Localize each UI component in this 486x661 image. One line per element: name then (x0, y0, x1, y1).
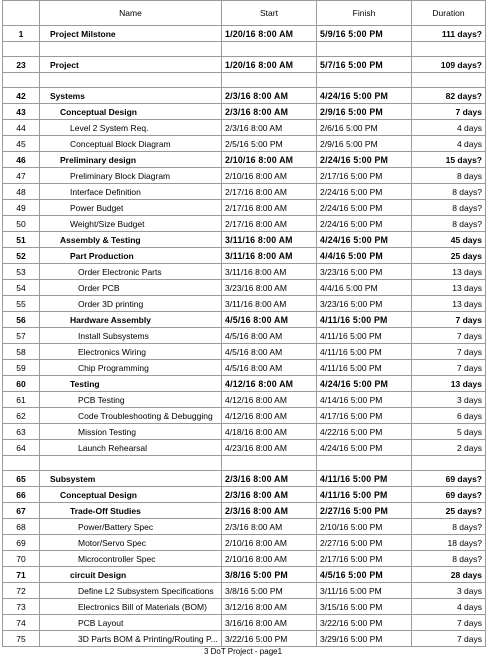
task-name: Motor/Servo Spec (40, 535, 222, 551)
task-name: Part Production (40, 248, 222, 264)
task-name: Power Budget (40, 200, 222, 216)
task-name: Assembly & Testing (40, 232, 222, 248)
task-finish: 4/11/16 5:00 PM (317, 360, 412, 376)
task-row[interactable] (3, 120, 486, 136)
task-row[interactable] (3, 599, 486, 615)
task-name: Subsystem (40, 471, 222, 487)
task-row[interactable] (3, 424, 486, 440)
task-start: 4/23/16 8:00 AM (222, 440, 317, 456)
task-name: Conceptual Design (40, 487, 222, 503)
task-id: 57 (3, 328, 40, 344)
task-row[interactable] (3, 26, 486, 42)
task-start: 4/5/16 8:00 AM (222, 312, 317, 328)
task-row[interactable] (3, 615, 486, 631)
task-row[interactable] (3, 88, 486, 104)
task-duration: 82 days? (412, 88, 486, 104)
header-name: Name (40, 1, 222, 26)
task-start: 2/10/16 8:00 AM (222, 152, 317, 168)
task-duration: 13 days (412, 296, 486, 312)
task-duration: 7 days (412, 328, 486, 344)
spacer-row (3, 456, 486, 471)
task-duration: 7 days (412, 312, 486, 328)
task-name: Microcontroller Spec (40, 551, 222, 567)
task-name: PCB Layout (40, 615, 222, 631)
task-finish: 3/23/16 5:00 PM (317, 264, 412, 280)
task-start: 3/23/16 8:00 AM (222, 280, 317, 296)
task-start: 4/5/16 8:00 AM (222, 360, 317, 376)
task-id: 70 (3, 551, 40, 567)
task-finish: 3/23/16 5:00 PM (317, 296, 412, 312)
task-duration: 3 days (412, 392, 486, 408)
task-finish: 2/27/16 5:00 PM (317, 535, 412, 551)
task-row[interactable] (3, 551, 486, 567)
task-start: 2/3/16 8:00 AM (222, 120, 317, 136)
task-row[interactable] (3, 344, 486, 360)
task-finish: 4/17/16 5:00 PM (317, 408, 412, 424)
task-row[interactable] (3, 296, 486, 312)
task-id: 23 (3, 57, 40, 73)
header-duration: Duration (412, 1, 486, 26)
task-duration: 25 days (412, 248, 486, 264)
task-start: 2/10/16 8:00 AM (222, 535, 317, 551)
task-duration: 3 days (412, 583, 486, 599)
spacer-row (3, 42, 486, 57)
task-row[interactable] (3, 328, 486, 344)
task-duration: 8 days? (412, 184, 486, 200)
header-row (3, 1, 486, 26)
task-id: 56 (3, 312, 40, 328)
task-duration: 25 days? (412, 503, 486, 519)
task-start: 2/10/16 8:00 AM (222, 168, 317, 184)
task-duration: 8 days? (412, 200, 486, 216)
task-row[interactable] (3, 631, 486, 647)
task-finish: 4/4/16 5:00 PM (317, 248, 412, 264)
empty-cell (3, 42, 40, 57)
task-duration: 13 days (412, 280, 486, 296)
task-duration: 13 days (412, 264, 486, 280)
task-row[interactable] (3, 57, 486, 73)
task-id: 60 (3, 376, 40, 392)
task-row[interactable] (3, 471, 486, 487)
task-id: 48 (3, 184, 40, 200)
task-start: 2/17/16 8:00 AM (222, 216, 317, 232)
task-id: 51 (3, 232, 40, 248)
task-duration: 109 days? (412, 57, 486, 73)
task-id: 71 (3, 567, 40, 583)
task-name: Testing (40, 376, 222, 392)
task-name: Project Milstone (40, 26, 222, 42)
task-duration: 8 days (412, 168, 486, 184)
task-id: 72 (3, 583, 40, 599)
header-id (3, 1, 40, 26)
task-id: 63 (3, 424, 40, 440)
task-row[interactable] (3, 232, 486, 248)
task-name: Code Troubleshooting & Debugging (40, 408, 222, 424)
task-duration: 18 days? (412, 535, 486, 551)
task-duration: 8 days? (412, 551, 486, 567)
task-row[interactable] (3, 583, 486, 599)
task-finish: 4/11/16 5:00 PM (317, 312, 412, 328)
task-duration: 7 days (412, 615, 486, 631)
task-row[interactable] (3, 168, 486, 184)
task-duration: 7 days (412, 631, 486, 647)
task-row[interactable] (3, 312, 486, 328)
task-duration: 7 days (412, 104, 486, 120)
task-start: 4/12/16 8:00 AM (222, 376, 317, 392)
task-name: Define L2 Subsystem Specifications (40, 583, 222, 599)
task-duration: 111 days? (412, 26, 486, 42)
task-duration: 4 days (412, 136, 486, 152)
task-start: 3/11/16 8:00 AM (222, 296, 317, 312)
task-start: 3/12/16 8:00 AM (222, 599, 317, 615)
task-finish: 4/14/16 5:00 PM (317, 392, 412, 408)
task-row[interactable] (3, 535, 486, 551)
task-finish: 3/29/16 5:00 PM (317, 631, 412, 647)
task-start: 2/3/16 8:00 AM (222, 503, 317, 519)
task-start: 2/17/16 8:00 AM (222, 184, 317, 200)
task-finish: 2/24/16 5:00 PM (317, 152, 412, 168)
task-finish: 3/22/16 5:00 PM (317, 615, 412, 631)
empty-cell (222, 42, 317, 57)
task-finish: 2/10/16 5:00 PM (317, 519, 412, 535)
task-name: Launch Rehearsal (40, 440, 222, 456)
task-name: Electronics Bill of Materials (BOM) (40, 599, 222, 615)
task-duration: 69 days? (412, 487, 486, 503)
empty-cell (412, 456, 486, 471)
task-start: 4/12/16 8:00 AM (222, 392, 317, 408)
task-row[interactable] (3, 216, 486, 232)
task-finish: 4/5/16 5:00 PM (317, 567, 412, 583)
task-row[interactable] (3, 264, 486, 280)
task-id: 62 (3, 408, 40, 424)
task-finish: 4/11/16 5:00 PM (317, 328, 412, 344)
task-finish: 4/24/16 5:00 PM (317, 232, 412, 248)
task-start: 3/11/16 8:00 AM (222, 264, 317, 280)
task-row[interactable] (3, 200, 486, 216)
task-duration: 8 days? (412, 216, 486, 232)
task-start: 3/8/16 5:00 PM (222, 583, 317, 599)
task-id: 53 (3, 264, 40, 280)
task-duration: 6 days (412, 408, 486, 424)
task-finish: 4/4/16 5:00 PM (317, 280, 412, 296)
task-id: 50 (3, 216, 40, 232)
task-row[interactable] (3, 567, 486, 583)
task-id: 66 (3, 487, 40, 503)
task-name: Interface Definition (40, 184, 222, 200)
task-finish: 2/24/16 5:00 PM (317, 200, 412, 216)
task-name: Hardware Assembly (40, 312, 222, 328)
empty-cell (317, 456, 412, 471)
task-start: 4/5/16 8:00 AM (222, 344, 317, 360)
task-name: Electronics Wiring (40, 344, 222, 360)
empty-cell (222, 73, 317, 88)
task-finish: 2/17/16 5:00 PM (317, 168, 412, 184)
task-start: 3/8/16 5:00 PM (222, 567, 317, 583)
task-duration: 4 days (412, 120, 486, 136)
task-rows (3, 26, 486, 647)
task-finish: 4/11/16 5:00 PM (317, 344, 412, 360)
task-id: 59 (3, 360, 40, 376)
empty-cell (412, 73, 486, 88)
task-row[interactable] (3, 408, 486, 424)
task-finish: 5/9/16 5:00 PM (317, 26, 412, 42)
task-start: 3/11/16 8:00 AM (222, 232, 317, 248)
task-finish: 3/15/16 5:00 PM (317, 599, 412, 615)
task-id: 49 (3, 200, 40, 216)
task-finish: 2/6/16 5:00 PM (317, 120, 412, 136)
task-start: 3/22/16 5:00 PM (222, 631, 317, 647)
task-start: 2/3/16 8:00 AM (222, 519, 317, 535)
task-id: 42 (3, 88, 40, 104)
task-id: 65 (3, 471, 40, 487)
task-name: Level 2 System Req. (40, 120, 222, 136)
task-row[interactable] (3, 360, 486, 376)
task-start: 3/11/16 8:00 AM (222, 248, 317, 264)
task-name: Order 3D printing (40, 296, 222, 312)
task-finish: 3/11/16 5:00 PM (317, 583, 412, 599)
task-finish: 4/24/16 5:00 PM (317, 440, 412, 456)
task-id: 52 (3, 248, 40, 264)
task-duration: 8 days? (412, 519, 486, 535)
task-row[interactable] (3, 503, 486, 519)
task-finish: 2/24/16 5:00 PM (317, 216, 412, 232)
task-name: Chip Programming (40, 360, 222, 376)
task-name: Systems (40, 88, 222, 104)
empty-cell (3, 73, 40, 88)
task-row[interactable] (3, 248, 486, 264)
task-id: 67 (3, 503, 40, 519)
task-id: 69 (3, 535, 40, 551)
task-name: Project (40, 57, 222, 73)
task-id: 74 (3, 615, 40, 631)
task-name: Order PCB (40, 280, 222, 296)
task-id: 68 (3, 519, 40, 535)
empty-cell (317, 42, 412, 57)
task-duration: 2 days (412, 440, 486, 456)
task-id: 44 (3, 120, 40, 136)
task-name: Conceptual Design (40, 104, 222, 120)
task-start: 4/5/16 8:00 AM (222, 328, 317, 344)
task-finish: 4/11/16 5:00 PM (317, 487, 412, 503)
header-start: Start (222, 1, 317, 26)
task-row[interactable] (3, 487, 486, 503)
task-row[interactable] (3, 280, 486, 296)
empty-cell (40, 42, 222, 57)
task-row[interactable] (3, 184, 486, 200)
task-duration: 13 days (412, 376, 486, 392)
empty-cell (40, 73, 222, 88)
task-name: PCB Testing (40, 392, 222, 408)
task-name: Install Subsystems (40, 328, 222, 344)
task-id: 58 (3, 344, 40, 360)
task-id: 64 (3, 440, 40, 456)
task-row[interactable] (3, 376, 486, 392)
task-row[interactable] (3, 136, 486, 152)
task-duration: 7 days (412, 344, 486, 360)
task-id: 54 (3, 280, 40, 296)
task-id: 1 (3, 26, 40, 42)
task-name: Trade-Off Studies (40, 503, 222, 519)
task-id: 45 (3, 136, 40, 152)
task-start: 2/3/16 8:00 AM (222, 471, 317, 487)
task-finish: 4/11/16 5:00 PM (317, 471, 412, 487)
task-start: 2/17/16 8:00 AM (222, 200, 317, 216)
empty-cell (40, 456, 222, 471)
task-row[interactable] (3, 440, 486, 456)
task-name: circuit Design (40, 567, 222, 583)
task-id: 55 (3, 296, 40, 312)
task-finish: 2/9/16 5:00 PM (317, 136, 412, 152)
task-row[interactable] (3, 152, 486, 168)
task-row[interactable] (3, 392, 486, 408)
task-id: 46 (3, 152, 40, 168)
task-name: Order Electronic Parts (40, 264, 222, 280)
task-row[interactable] (3, 519, 486, 535)
task-name: Preliminary design (40, 152, 222, 168)
task-start: 2/3/16 8:00 AM (222, 487, 317, 503)
task-duration: 7 days (412, 360, 486, 376)
task-duration: 45 days (412, 232, 486, 248)
task-name: Weight/Size Budget (40, 216, 222, 232)
task-finish: 4/22/16 5:00 PM (317, 424, 412, 440)
page-footer: 3 DoT Project - page1 (203, 647, 283, 656)
task-duration: 5 days (412, 424, 486, 440)
task-start: 4/12/16 8:00 AM (222, 408, 317, 424)
task-name: 3D Parts BOM & Printing/Routing P... (40, 631, 222, 647)
task-id: 75 (3, 631, 40, 647)
task-duration: 28 days (412, 567, 486, 583)
task-name: Conceptual Block Diagram (40, 136, 222, 152)
task-finish: 2/27/16 5:00 PM (317, 503, 412, 519)
task-start: 3/16/16 8:00 AM (222, 615, 317, 631)
task-finish: 5/7/16 5:00 PM (317, 57, 412, 73)
task-id: 47 (3, 168, 40, 184)
task-name: Power/Battery Spec (40, 519, 222, 535)
task-finish: 2/24/16 5:00 PM (317, 184, 412, 200)
task-table (2, 0, 486, 647)
header-finish: Finish (317, 1, 412, 26)
task-start: 1/20/16 8:00 AM (222, 57, 317, 73)
task-start: 2/3/16 8:00 AM (222, 88, 317, 104)
task-duration: 4 days (412, 599, 486, 615)
task-finish: 2/17/16 5:00 PM (317, 551, 412, 567)
task-start: 2/10/16 8:00 AM (222, 551, 317, 567)
empty-cell (317, 73, 412, 88)
task-start: 2/3/16 8:00 AM (222, 104, 317, 120)
task-start: 2/5/16 5:00 PM (222, 136, 317, 152)
empty-cell (3, 456, 40, 471)
task-start: 1/20/16 8:00 AM (222, 26, 317, 42)
task-duration: 15 days? (412, 152, 486, 168)
task-duration: 69 days? (412, 471, 486, 487)
task-id: 73 (3, 599, 40, 615)
task-name: Preliminary Block Diagram (40, 168, 222, 184)
spacer-row (3, 73, 486, 88)
task-id: 61 (3, 392, 40, 408)
task-finish: 4/24/16 5:00 PM (317, 376, 412, 392)
task-finish: 2/9/16 5:00 PM (317, 104, 412, 120)
empty-cell (222, 456, 317, 471)
task-finish: 4/24/16 5:00 PM (317, 88, 412, 104)
empty-cell (412, 42, 486, 57)
task-row[interactable] (3, 104, 486, 120)
task-id: 43 (3, 104, 40, 120)
task-start: 4/18/16 8:00 AM (222, 424, 317, 440)
task-name: Mission Testing (40, 424, 222, 440)
